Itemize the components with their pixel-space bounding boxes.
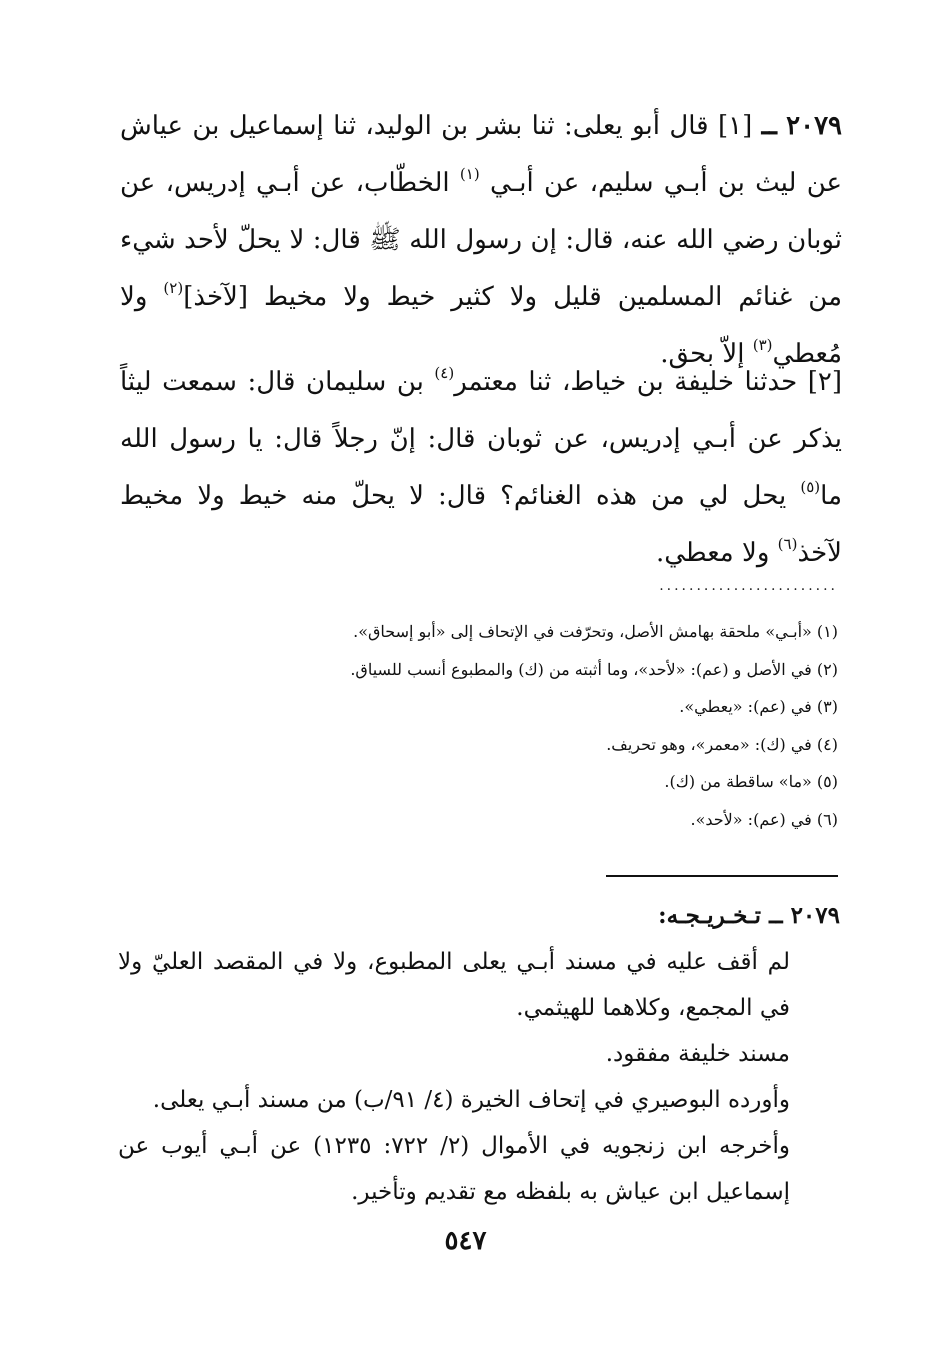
footnote-ref: (٦) [777,535,798,553]
hadith-text: الخطّاب، عن أبـي إدريس، عن ثوبان رضي الله عنه، قال: إن رسول الله ﷺ قال: لا يحلّ لأحد شيء من غنائم المسلمين قليل ولا كثير خيط ولا مخيط [لآخذ] [120,168,842,312]
footnote-ref: (٤) [434,364,455,382]
hadith-text: ولا معطي. [656,538,770,568]
section-divider [606,875,838,877]
footnote: (٣) في (عم): «يعطي». [679,697,838,716]
takhrij-section [118,893,840,1215]
footnotes [280,613,838,838]
hadith-number: ٢٠٧٩ [786,111,843,141]
page-number: ٥٤٧ [444,1226,487,1256]
hadith-dash: ــ [761,111,777,141]
footnote: (٥) «ما» ساقطة من (ك). [664,772,838,791]
hadith-paragraph-1 [120,98,842,383]
hadith-text: قال أبو يعلى: ثنا بشر بن الوليد، ثنا إسماعيل بن عياش عن ليث بن أبـي سليم، عن أبـي [120,111,842,198]
narration-marker: [١] [717,111,753,141]
hadith-text: إلاّ بحق. [660,339,745,369]
narration-marker: [٢] [807,367,842,397]
hadith-paragraph-2 [120,354,842,582]
footnote: (٤) في (ك): «معمر»، وهو تحريف. [606,734,838,754]
hadith-text: ولا مُعطي [120,282,842,369]
footnote-ref: (٣) [752,336,773,354]
takhrij-heading: ٢٠٧٩ ــ تـخـريـجـه: [658,902,840,929]
footnote-ref: (٥) [800,478,821,496]
hadith-text: بن سليمان قال: سمعت ليثاً يذكر عن أبـي إدريس، عن ثوبان قال: إنّ رجلاً قال: يا رسول الله ما [120,367,842,511]
takhrij-paragraph: مسند خليفة مفقود. [605,1041,790,1067]
footnote-ref: (٢) [163,279,184,297]
footnote: (٦) في (عم): «لأحد». [690,809,838,829]
footnote: (٢) في الأصل و (عم): «لأحد»، وما أثبته من (ك) والمطبوع أنسب للسياق. [350,659,838,679]
footnote: (١) «أبـي» ملحقة بهامش الأصل، وتحرّفت في الإتحاف إلى «أبو إسحاق». [353,622,838,641]
footnote-ref: (١) [459,165,480,183]
hadith-text: حدثنا خليفة بن خياط، ثنا معتمر [454,367,798,397]
takhrij-paragraph: وأخرجه ابن زنجويه في الأموال (٢/ ٧٢٢: ١٢٣٥) عن أبـي أيوب عن إسماعيل ابن عياش به بلفظه مع تقديم وتأخير. [118,1133,791,1205]
footnote-separator: ........................ [659,578,838,594]
hadith-text: يحل لي من هذه الغنائم؟ قال: لا يحلّ منه خيط ولا مخيط لآخذ [120,481,842,568]
takhrij-paragraph: وأورده البوصيري في إتحاف الخيرة (٤/ ٩١/ب) من مسند أبـي يعلى. [152,1087,790,1113]
takhrij-paragraph: لم أقف عليه في مسند أبـي يعلى المطبوع، ولا في المقصد العليّ ولا في المجمع، وكلاهما للهيثمي. [118,949,790,1021]
